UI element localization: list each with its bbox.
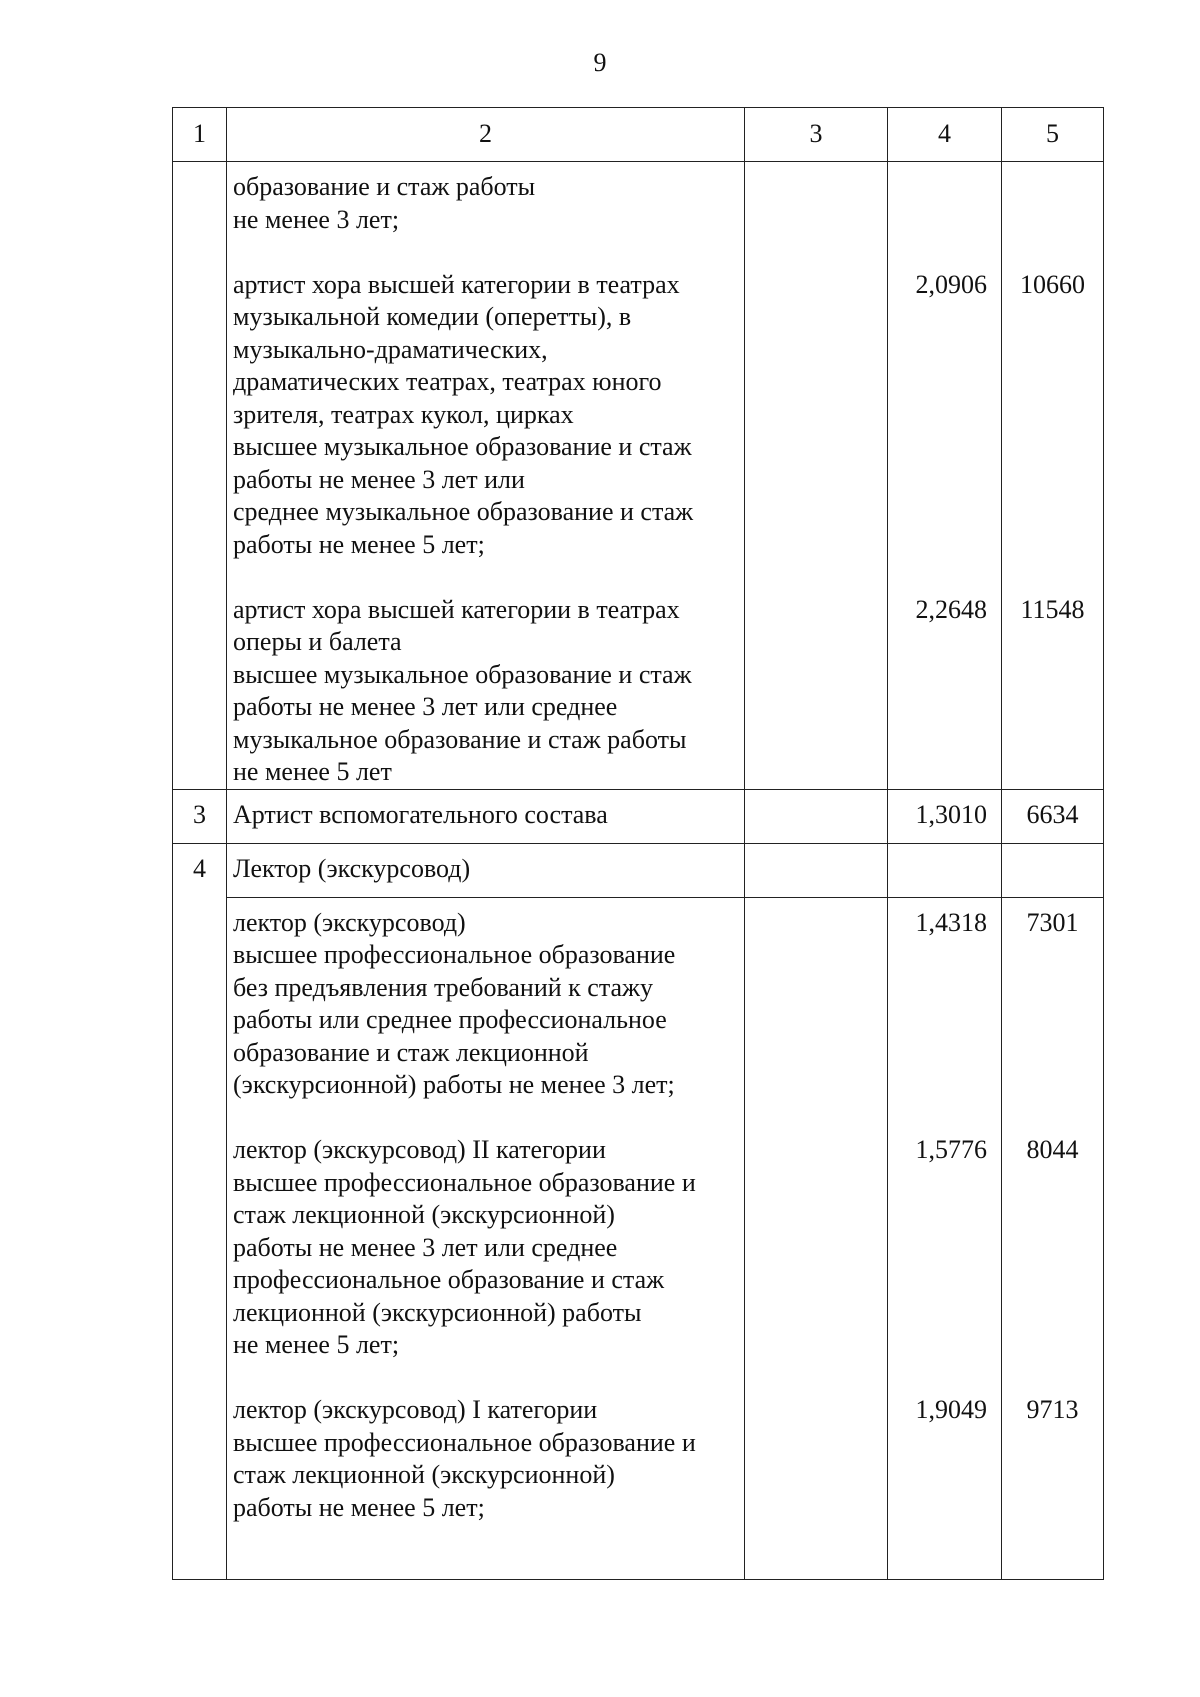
header-col-3: 3	[745, 108, 888, 162]
entry-text-line: высшее профессиональное образование и	[233, 1167, 696, 1197]
entry-text-line: артист хора высшей категории в театрах	[233, 594, 680, 624]
entry-text-line: работы не менее 3 лет или среднее	[233, 1232, 618, 1262]
entry-text-line: (экскурсионной) работы не менее 3 лет;	[233, 1070, 675, 1099]
table-header-row	[173, 108, 1104, 162]
salary-value: 8044	[1026, 1135, 1079, 1164]
position-entry	[233, 269, 738, 562]
table-row-subentries	[173, 897, 1104, 1580]
entry-text-line: стаж лекционной (экскурсионной)	[233, 1460, 615, 1489]
empty-cell	[888, 843, 1002, 897]
salary-value: 9713	[1026, 1395, 1079, 1424]
position-cell: Артист вспомогательного состава	[227, 789, 745, 843]
empty-cell	[745, 843, 888, 897]
entry-text-line: без предъявления требований к стажу	[233, 972, 654, 1002]
entry-text-line: зрителя, театрах кукол, цирках	[233, 399, 574, 429]
salary-value: 7301	[1026, 907, 1079, 937]
entry-text-line: оперы и балета	[233, 627, 402, 656]
empty-cell	[745, 897, 888, 1580]
coefficient-cell: 1,3010	[888, 789, 1002, 843]
entry-text-line: высшее музыкальное образование и стаж	[233, 659, 692, 689]
position-entry	[233, 594, 738, 789]
entry-text-line: образование и стаж работы	[233, 172, 536, 201]
coefficient-value: 2,2648	[915, 594, 987, 624]
salary-value: 10660	[1020, 269, 1085, 299]
row-number-cell: 3	[173, 789, 227, 843]
entry-text-line: профессиональное образование и стаж	[233, 1265, 665, 1294]
salary-cell	[1002, 897, 1104, 1580]
coefficient-cell	[888, 162, 1002, 790]
row-number-cell: 4	[173, 843, 227, 1580]
entry-text-line: образование и стаж лекционной	[233, 1037, 589, 1067]
position-cell	[227, 897, 745, 1580]
salary-cell: 6634	[1002, 789, 1104, 843]
position-cell	[227, 162, 745, 790]
salary-table	[172, 107, 1104, 1580]
entry-text-line: музыкальное образование и стаж работы	[233, 724, 687, 754]
entry-text-line: лектор (экскурсовод)	[233, 907, 466, 937]
entry-text-line: работы или среднее профессиональное	[233, 1005, 667, 1034]
entry-text-line: лекционной (экскурсионной) работы	[233, 1297, 642, 1327]
entry-text-line: среднее музыкальное образование и стаж	[233, 497, 694, 526]
salary-cell	[1002, 162, 1104, 790]
position-entry	[233, 907, 738, 1102]
position-entry	[233, 1394, 738, 1524]
salary-value: 11548	[1020, 594, 1085, 624]
entry-text-line: артист хора высшей категории в театрах	[233, 269, 680, 299]
entry-text-line: работы не менее 3 лет или	[233, 464, 525, 494]
row-number-cell	[173, 162, 227, 790]
entry-text-line: работы не менее 3 лет или среднее	[233, 692, 618, 721]
empty-cell	[745, 789, 888, 843]
entry-text-line: высшее профессиональное образование и	[233, 1427, 696, 1457]
coefficient-cell	[888, 897, 1002, 1580]
entry-text-line: работы не менее 5 лет;	[233, 1492, 485, 1522]
coefficient-value: 1,5776	[915, 1135, 987, 1164]
coefficient-value: 1,9049	[915, 1395, 987, 1424]
position-cell: Лектор (экскурсовод)	[227, 843, 745, 897]
header-col-4: 4	[888, 108, 1002, 162]
entry-text-line: стаж лекционной (экскурсионной)	[233, 1200, 615, 1229]
empty-cell	[745, 162, 888, 790]
entry-text-line: не менее 5 лет;	[233, 1330, 400, 1359]
page-number: 9	[593, 48, 607, 77]
entry-text-line: лектор (экскурсовод) II категории	[233, 1135, 606, 1164]
table-row	[173, 843, 1104, 897]
entry-text-line: драматических театрах, театрах юного	[233, 367, 662, 396]
entry-text-line: высшее профессиональное образование	[233, 940, 676, 969]
table-row-continuation	[173, 162, 1104, 790]
table-row	[173, 789, 1104, 843]
header-col-5: 5	[1002, 108, 1104, 162]
position-entry	[233, 171, 738, 236]
entry-text-line: работы не менее 5 лет;	[233, 529, 485, 559]
coefficient-value: 2,0906	[915, 269, 987, 299]
header-col-1: 1	[173, 108, 227, 162]
entry-text-line: высшее музыкальное образование и стаж	[233, 432, 692, 461]
entry-text-line: не менее 5 лет	[233, 757, 392, 786]
entry-text-line: не менее 3 лет;	[233, 204, 400, 234]
entry-text-line: лектор (экскурсовод) I категории	[233, 1395, 598, 1424]
entry-text-line: музыкально-драматических,	[233, 334, 548, 364]
coefficient-value: 1,4318	[915, 907, 987, 937]
empty-cell	[1002, 843, 1104, 897]
header-col-2: 2	[227, 108, 745, 162]
entry-text-line: музыкальной комедии (оперетты), в	[233, 302, 632, 331]
position-entry	[233, 1134, 738, 1362]
